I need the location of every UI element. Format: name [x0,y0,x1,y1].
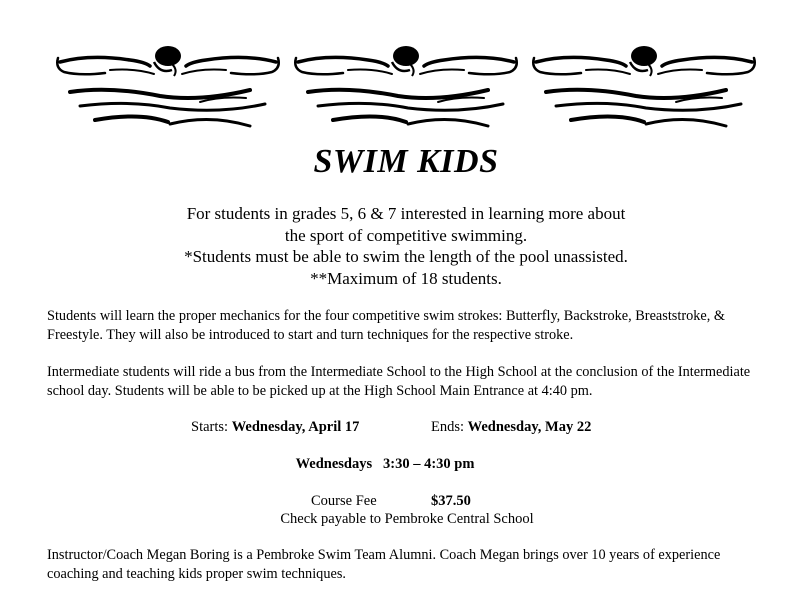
schedule: Wednesdays 3:30 – 4:30 pm [295,456,475,472]
fee-label: Course Fee [311,493,377,509]
end-date-value: Wednesday, May 22 [467,419,592,435]
swimmer-icon [288,40,524,140]
intro-line: *Students must be able to swim the length of the pool unassisted. [184,247,628,266]
end-date [431,418,591,437]
header-decoration [50,40,762,140]
instructor-paragraph: Instructor/Coach Megan Boring is a Pembroke Swim Team Alumni. Coach Megan brings over 10 years of experience coaching and teaching kids proper swim techniques. [47,547,721,582]
start-date-value: Wednesday, April 17 [231,419,360,435]
transport-paragraph: Intermediate students will ride a bus from the Intermediate School to the High School at the conclusion of the Intermediate school day. Students will be able to be picked up at the High School Main Entrance at 4:40 pm. [47,364,751,399]
intro-block [0,203,812,289]
swimmer-icon [50,40,286,140]
swimmer-icon [526,40,762,140]
intro-line: the sport of competitive swimming. [284,225,528,245]
intro-line: For students in grades 5, 6 & 7 interested in learning more about [186,204,626,223]
end-date-label: Ends: [431,419,465,435]
page-title: SWIM KIDS [313,143,499,180]
strokes-paragraph: Students will learn the proper mechanics for the four competitive swim strokes: Butterfly, Backstroke, Breaststroke, & Freestyle. They will also be introduced to start and turn techniques for the respective stroke. [47,308,726,343]
fee-amount: $37.50 [431,493,471,509]
check-note: Check payable to Pembroke Central School [280,511,534,527]
intro-line: **Maximum of 18 students. [310,268,502,288]
start-date [191,418,359,437]
start-date-label: Starts: [191,419,229,435]
